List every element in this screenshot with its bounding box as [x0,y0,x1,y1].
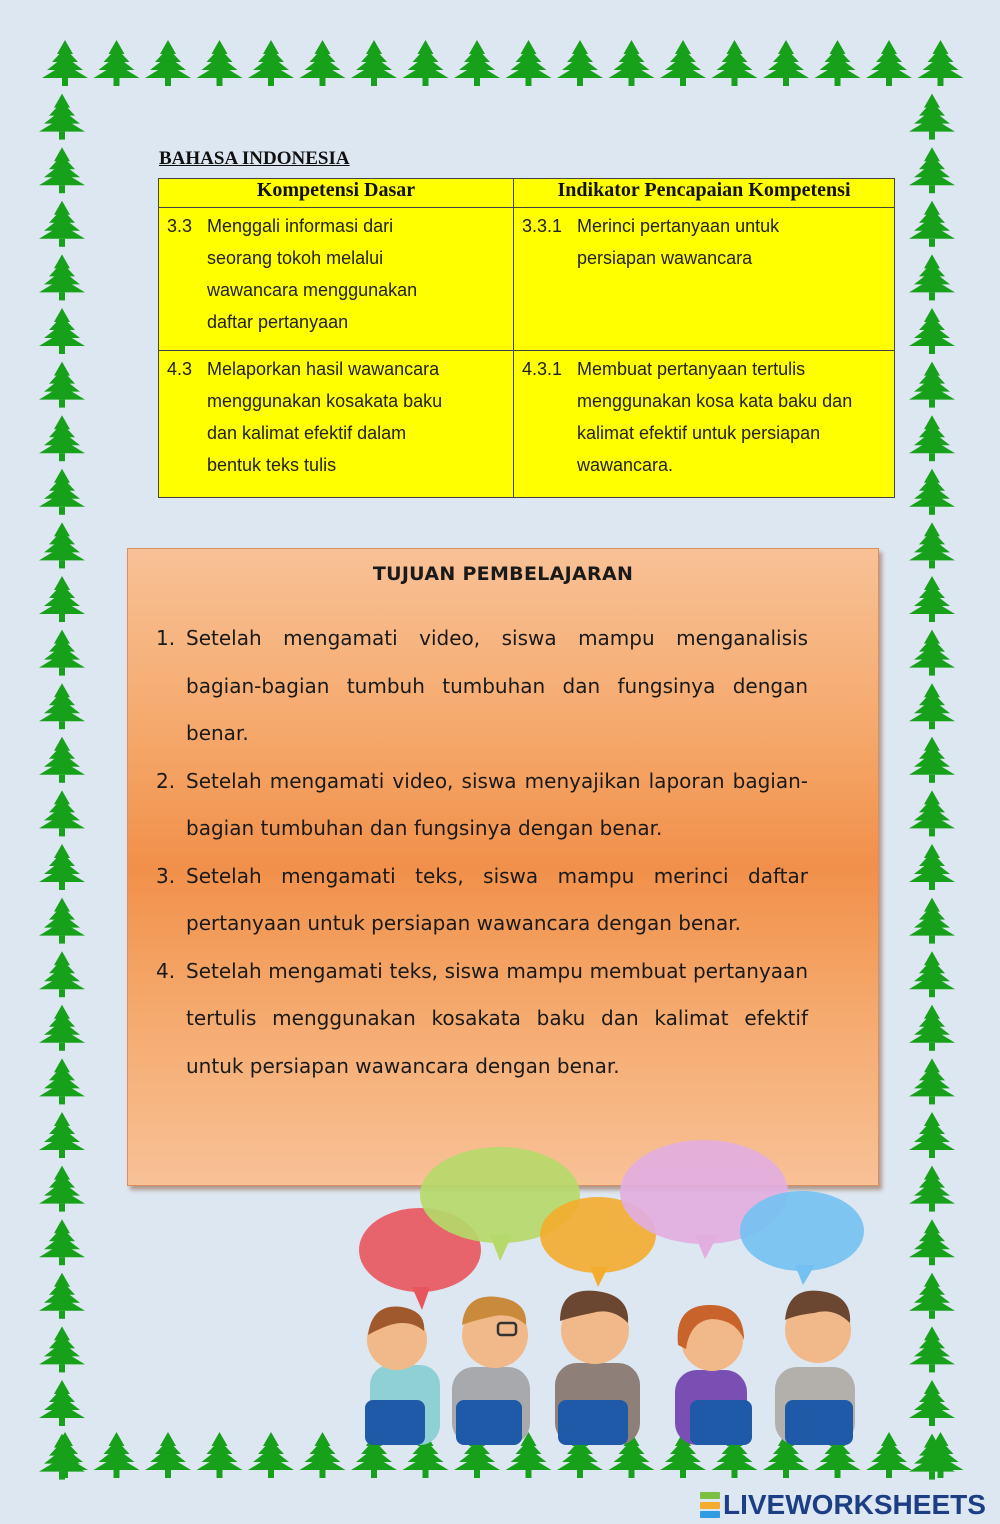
tree-icon [909,308,955,354]
ipk-line: Merinci pertanyaan untuk [577,216,780,236]
tree-icon [300,1432,346,1478]
tree-icon [909,898,955,944]
tree-icon [39,254,85,300]
tree-icon [909,951,955,997]
tree-icon [909,1219,955,1265]
kd-line: bentuk teks tulis [207,455,337,475]
tree-icon [909,362,955,408]
tree-icon [866,40,912,86]
tree-icon [909,254,955,300]
tree-icon [909,522,955,568]
goals-list [156,615,808,1090]
kd-number: 4.3 [167,359,193,379]
header-indikator: Indikator Pencapaian Kompetensi [514,179,895,208]
tree-icon [351,40,397,86]
header-kompetensi-dasar: Kompetensi Dasar [159,179,514,208]
tree-icon [909,147,955,193]
tree-icon [39,94,85,140]
tree-icon [39,951,85,997]
tree-icon [39,1058,85,1104]
person-1 [365,1307,440,1445]
tree-icon [39,1166,85,1212]
tree-icon [909,737,955,783]
ipk-line: wawancara. [577,455,674,475]
tree-icon [909,790,955,836]
person-4 [675,1305,752,1445]
tree-icon [909,1434,955,1480]
tree-icon [248,40,294,86]
kd-line: seorang tokoh melalui [207,248,384,268]
ipk-cell [514,208,895,351]
tree-icon [909,576,955,622]
tree-icon [909,1380,955,1426]
kd-item [167,353,505,481]
goal-number: 3. [156,863,176,888]
tree-icon [918,40,964,86]
tree-icon [909,1112,955,1158]
discussion-illustration [340,1135,870,1445]
tree-icon [609,40,655,86]
kd-line: wawancara menggunakan [207,280,418,300]
page-title: BAHASA INDONESIA [159,148,350,169]
tree-icon [909,844,955,890]
tree-icon [39,898,85,944]
tree-icon [39,737,85,783]
goal-text: Setelah mengamati teks, siswa mampu merinci daftar pertanyaan untuk persiapan wawancara dengan benar. [186,863,808,935]
tree-icon [39,415,85,461]
tree-icon [909,1273,955,1319]
liveworksheets-logo [700,1488,986,1522]
table-row [159,208,895,351]
goal-item [156,615,808,758]
goal-item [156,758,808,853]
kd-line: Melaporkan hasil wawancara [207,359,440,379]
ipk-number: 3.3.1 [522,216,563,236]
kd-item [167,210,505,338]
ipk-line: Membuat pertanyaan tertulis [577,359,806,379]
ipk-line: persiapan wawancara [577,248,753,268]
tree-icon [42,40,88,86]
ipk-number: 4.3.1 [522,359,563,379]
tree-icon [918,1432,964,1478]
tree-icon [39,201,85,247]
tree-icon [557,40,603,86]
tree-icon [909,1326,955,1372]
tree-icon [712,40,758,86]
goal-text: Setelah mengamati video, siswa mampu menganalisis bagian-bagian tumbuh tumbuhan dan fungsinya dengan benar. [186,626,808,745]
brand-name: LIVEWORKSHEETS [723,1489,986,1520]
tree-icon [506,40,552,86]
tree-icon [403,40,449,86]
tree-icon [909,1005,955,1051]
tree-icon [454,40,500,86]
competency-table [158,178,895,498]
liveworksheets-logo-icon [700,1492,720,1518]
tree-icon [39,1219,85,1265]
table-header-row [159,179,895,208]
tree-icon [248,1432,294,1478]
kd-line: dan kalimat efektif dalam [207,423,407,443]
tree-icon [39,630,85,676]
tree-icon [815,40,861,86]
goal-item [156,948,808,1091]
ipk-cell [514,351,895,498]
tree-icon [39,147,85,193]
kd-cell [159,208,514,351]
person-5 [775,1291,855,1445]
goal-number: 1. [156,626,176,650]
speech-bubble-blue [740,1191,864,1271]
tree-icon [39,1434,85,1480]
tree-icon [909,201,955,247]
tree-icon [300,40,346,86]
tree-icon [39,1112,85,1158]
kd-number: 3.3 [167,216,193,236]
person-2 [452,1297,530,1445]
goal-text: Setelah mengamati teks, siswa mampu membuat pertanyaan tertulis menggunakan kosakata baku dan kalimat efektif untuk persiapan wawancara dengan benar. [186,958,808,1078]
tree-icon [763,40,809,86]
tree-icon [197,40,243,86]
table-row [159,351,895,498]
tree-icon [145,40,191,86]
learning-goals-box [127,548,879,1186]
tree-icon [39,362,85,408]
tree-icon [42,1432,88,1478]
goal-number: 2. [156,768,176,793]
tree-icon [866,1432,912,1478]
tree-icon [145,1432,191,1478]
tree-icon [39,790,85,836]
tree-icon [909,415,955,461]
tree-icon [39,1005,85,1051]
tree-icon [909,630,955,676]
tree-icon [39,1326,85,1372]
tree-icon [39,576,85,622]
kd-line: Menggali informasi dari [207,216,394,236]
tree-icon [39,469,85,515]
tree-icon [909,469,955,515]
tree-icon [909,683,955,729]
speech-bubbles [359,1140,864,1310]
tree-icon [39,308,85,354]
tree-icon [39,1273,85,1319]
tree-icon [197,1432,243,1478]
goal-text: Setelah mengamati video, siswa menyajikan laporan bagian-bagian tumbuhan dan fungsinya dengan benar. [186,768,808,840]
tree-icon [909,1166,955,1212]
ipk-item [522,210,886,274]
kd-cell [159,351,514,498]
tree-icon [39,522,85,568]
ipk-line: kalimat efektif untuk persiapan [577,423,821,443]
tree-icon [94,40,140,86]
tree-icon [39,683,85,729]
tree-icon [660,40,706,86]
goals-title: TUJUAN PEMBELAJARAN [372,563,634,585]
kd-line: menggunakan kosakata baku [207,391,443,411]
kd-line: daftar pertanyaan [207,312,349,332]
tree-icon [909,94,955,140]
tree-icon [94,1432,140,1478]
tree-icon [39,1380,85,1426]
ipk-item [522,353,886,481]
person-3 [555,1291,640,1445]
tree-icon [39,844,85,890]
goal-item [156,853,808,948]
goal-number: 4. [156,958,176,983]
ipk-line: menggunakan kosa kata baku dan [577,391,853,411]
tree-icon [909,1058,955,1104]
